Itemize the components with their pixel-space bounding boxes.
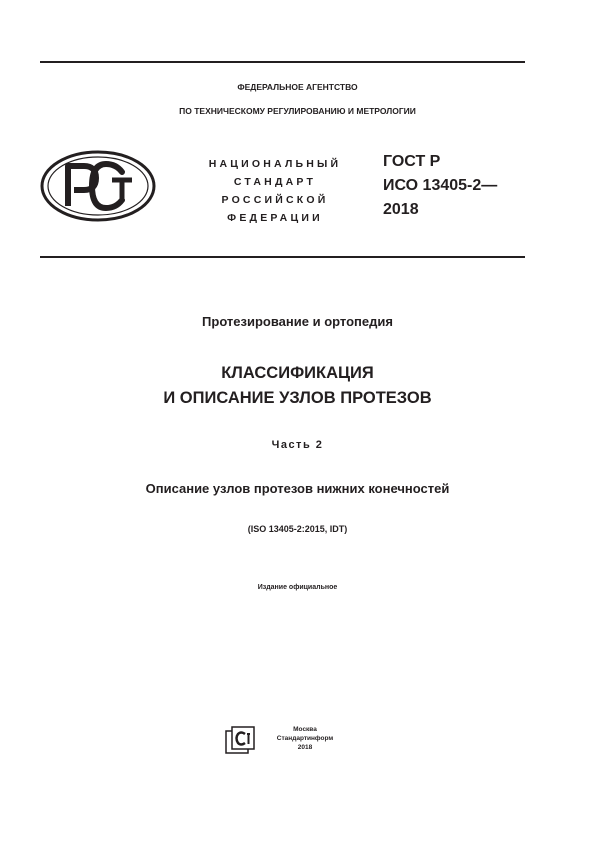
part-label: Часть 2 — [271, 439, 324, 451]
publisher-imprint — [270, 725, 340, 752]
publisher-name: Стандартинформ — [276, 735, 334, 742]
middle-rule — [40, 256, 525, 258]
title-line-1: КЛАССИФИКАЦИЯ — [221, 364, 374, 382]
designation-line-3: 2018 — [383, 201, 419, 218]
standartinform-logo-icon — [225, 726, 255, 754]
standard-type-line-3: РОССИЙСКОЙ — [221, 194, 329, 206]
agency-line-2: ПО ТЕХНИЧЕСКОМУ РЕГУЛИРОВАНИЮ И МЕТРОЛОГИИ — [179, 106, 416, 116]
rst-certification-logo-icon — [40, 150, 156, 222]
iso-reference: (ISO 13405-2:2015, IDT) — [247, 524, 348, 534]
standard-designation — [383, 150, 497, 222]
agency-line-1: ФЕДЕРАЛЬНОЕ АГЕНТСТВО — [237, 82, 358, 92]
edition-note: Издание официальное — [257, 584, 338, 591]
document-title — [0, 361, 595, 411]
designation-line-2: ИСО 13405-2— — [383, 177, 498, 194]
subject-heading: Протезирование и ортопедия — [202, 314, 393, 329]
publisher-year: 2018 — [297, 744, 313, 751]
standard-type-line-4: ФЕДЕРАЦИИ — [227, 212, 323, 224]
standard-type-line-1: НАЦИОНАЛЬНЫЙ — [208, 158, 342, 170]
designation-line-1: ГОСТ Р — [383, 153, 441, 170]
standard-type-block — [180, 155, 370, 227]
standard-type-line-2: СТАНДАРТ — [233, 176, 317, 188]
title-line-2: И ОПИСАНИЕ УЗЛОВ ПРОТЕЗОВ — [163, 389, 432, 407]
document-subtitle: Описание узлов протезов нижних конечностей — [145, 481, 450, 496]
publisher-city: Москва — [293, 726, 317, 733]
top-rule — [40, 61, 525, 63]
